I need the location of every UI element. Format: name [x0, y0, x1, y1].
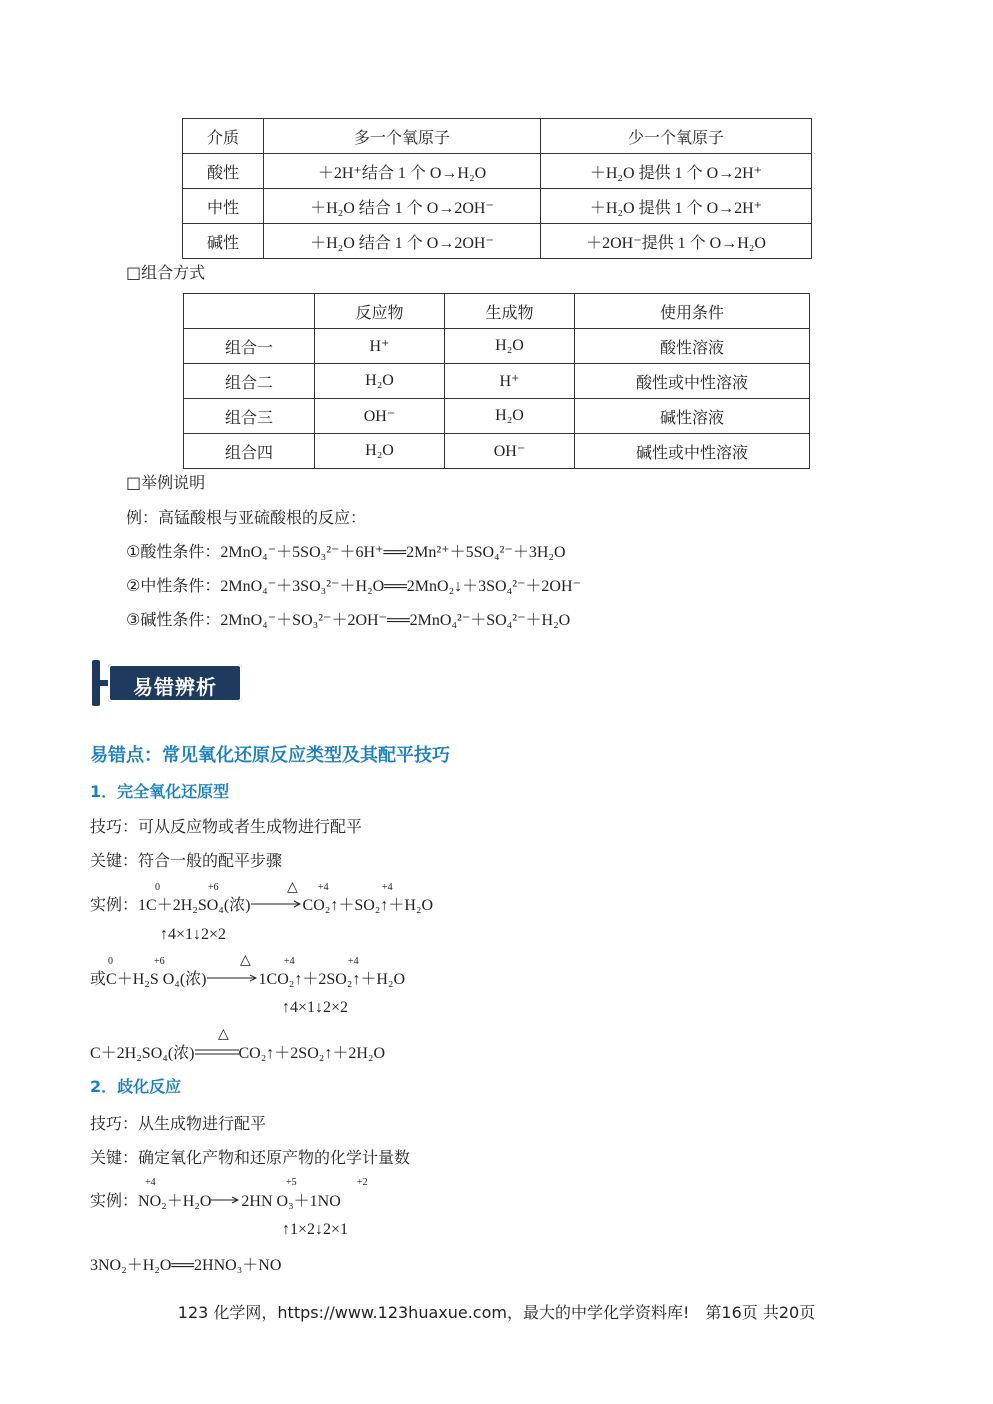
table-row: [183, 224, 812, 259]
reaction-arrow: [211, 1190, 241, 1214]
table-cell: H₂O: [445, 329, 575, 364]
delta-icon: △: [287, 879, 298, 895]
table-row: [183, 189, 812, 224]
table-cell: 组合三: [184, 399, 315, 434]
table-cell: 组合二: [184, 364, 315, 399]
part1-tip: 技巧：可从反应物或者生成物进行配平: [90, 817, 363, 836]
example-neutral: [126, 573, 581, 596]
medium-table: [182, 118, 812, 259]
table-cell: 组合一: [184, 329, 315, 364]
example-label: □举例说明: [126, 473, 206, 492]
equation-left: 1C＋2H₂SO₄(浓): [138, 897, 251, 914]
equation-right: 1CO₂↑＋2SO₂↑＋H₂O: [258, 971, 406, 988]
example-prefix: ②中性条件：: [126, 576, 221, 595]
example-prefix: ①酸性条件：: [126, 542, 221, 561]
equation: 2MnO₄⁻＋3SO₃²⁻＋H₂O══2MnO₂↓＋3SO₄²⁻＋2OH⁻: [220, 578, 581, 595]
table-header: 生成物: [445, 294, 575, 329]
equation-left: C＋H₂S O₄(浓): [106, 971, 207, 988]
table-row: [183, 154, 812, 189]
example-acidic: [126, 539, 566, 562]
equation: 2MnO₄⁻＋5SO₃²⁻＋6H⁺══2Mn²⁺＋5SO₄²⁻＋3H₂O: [220, 544, 566, 561]
ox-state: +5: [286, 1177, 297, 1188]
ox-state: 0: [108, 956, 113, 967]
error-title: 易错点：常见氧化还原反应类型及其配平技巧: [90, 745, 450, 766]
section-tag-label: 易错辨析: [133, 675, 217, 699]
table-cell: 组合四: [184, 434, 315, 469]
table-header: 反应物: [315, 294, 445, 329]
example-prefix: ③碱性条件：: [126, 610, 221, 629]
table-cell: H₂O: [445, 399, 575, 434]
table-cell: ＋2H⁺结合 1 个 O→H₂O: [264, 154, 541, 189]
heated-arrow: [251, 894, 303, 918]
ox-state: +2: [357, 1177, 368, 1188]
combination-table: [183, 293, 810, 469]
table-row: [184, 364, 810, 399]
table-cell: ＋H₂O 结合 1 个 O→2OH⁻: [264, 224, 541, 259]
table-header: 使用条件: [575, 294, 810, 329]
equals-icon: [195, 1042, 239, 1062]
table-header: 多一个氧原子: [264, 119, 541, 154]
equation-left: NO₂＋H₂O: [138, 1193, 212, 1210]
alt-prefix: 或: [90, 969, 107, 988]
page-footer: 123 化学网，https://www.123huaxue.com，最大的中学化学资料库! 第16页 共20页: [177, 1303, 816, 1322]
ox-state: +4: [382, 882, 393, 893]
table-row: [183, 119, 812, 154]
equation-right: CO₂↑＋SO₂↑＋H₂O: [302, 897, 434, 914]
ox-state: +4: [348, 956, 359, 967]
table-cell: OH⁻: [445, 434, 575, 469]
electron-change: ↑4×1↓2×2: [160, 926, 227, 943]
table-cell: 碱性: [183, 224, 264, 259]
table-cell: ＋H₂O 结合 1 个 O→2OH⁻: [264, 189, 541, 224]
ox-state: +4: [284, 956, 295, 967]
ox-state: +4: [318, 882, 329, 893]
table-cell: OH⁻: [315, 399, 445, 434]
electron-change: ↑4×1↓2×2: [282, 999, 349, 1016]
part2-final-eq: 3NO₂＋H₂O══2HNO₃＋NO: [90, 1257, 282, 1274]
table-cell: ＋H₂O 提供 1 个 O→2H⁺: [541, 189, 812, 224]
table-cell: ＋2OH⁻提供 1 个 O→H₂O: [541, 224, 812, 259]
table-cell: 碱性溶液: [575, 399, 810, 434]
table-cell: ＋H₂O 提供 1 个 O→2H⁺: [541, 154, 812, 189]
part1-final-eq: [90, 1040, 385, 1066]
table-cell: H⁺: [315, 329, 445, 364]
ox-state: +4: [145, 1177, 156, 1188]
part1-alt-eq: [90, 966, 405, 992]
part2-tip: 技巧：从生成物进行配平: [90, 1114, 267, 1133]
example-basic: [126, 607, 570, 630]
delta-icon: △: [240, 952, 251, 968]
combo-label: □组合方式: [126, 263, 206, 282]
tag-bar: [92, 660, 100, 706]
equation-left: C＋2H₂SO₄(浓): [90, 1045, 195, 1062]
table-cell: 碱性或中性溶液: [575, 434, 810, 469]
table-row: [184, 329, 810, 364]
ox-state: +6: [154, 956, 165, 967]
electron-change: ↑1×2↓2×1: [282, 1221, 349, 1238]
table-header: 介质: [183, 119, 264, 154]
part2-title: 2．歧化反应: [90, 1077, 182, 1096]
equation: 2MnO₄⁻＋SO₃²⁻＋2OH⁻══2MnO₄²⁻＋SO₄²⁻＋H₂O: [220, 612, 571, 629]
part2-example-eq: [90, 1188, 341, 1214]
arrow-icon: [251, 894, 303, 914]
heated-equals: [195, 1042, 239, 1066]
table-cell: 酸性: [183, 154, 264, 189]
part1-key: 关键：符合一般的配平步骤: [90, 851, 283, 870]
tag-box: [108, 664, 242, 702]
table-row: [184, 434, 810, 469]
table-header: 少一个氧原子: [541, 119, 812, 154]
example-prefix: 实例：: [90, 1191, 139, 1210]
example-intro: 例：高锰酸根与亚硫酸根的反应：: [126, 508, 367, 527]
arrow-icon: [207, 968, 259, 988]
table-cell: 酸性溶液: [575, 329, 810, 364]
table-row: [184, 399, 810, 434]
delta-icon: △: [218, 1026, 229, 1042]
table-header: [184, 294, 315, 329]
equation-right: CO₂↑＋2SO₂↑＋2H₂O: [238, 1045, 386, 1062]
equation-right: 2HN O₃＋1NO: [241, 1193, 341, 1210]
table-cell: H₂O: [315, 434, 445, 469]
table-cell: 中性: [183, 189, 264, 224]
arrow-icon: [211, 1190, 241, 1210]
heated-arrow: [207, 968, 259, 992]
table-row: [184, 294, 810, 329]
part1-title: 1．完全氧化还原型: [90, 782, 230, 801]
ox-state: 0: [155, 882, 160, 893]
section-tag: [92, 660, 248, 706]
part2-key: 关键：确定氧化产物和还原产物的化学计量数: [90, 1148, 411, 1167]
part1-example-eq: [90, 892, 433, 918]
ox-state: +6: [208, 882, 219, 893]
example-prefix: 实例：: [90, 895, 139, 914]
table-cell: 酸性或中性溶液: [575, 364, 810, 399]
table-cell: H₂O: [315, 364, 445, 399]
table-cell: H⁺: [445, 364, 575, 399]
